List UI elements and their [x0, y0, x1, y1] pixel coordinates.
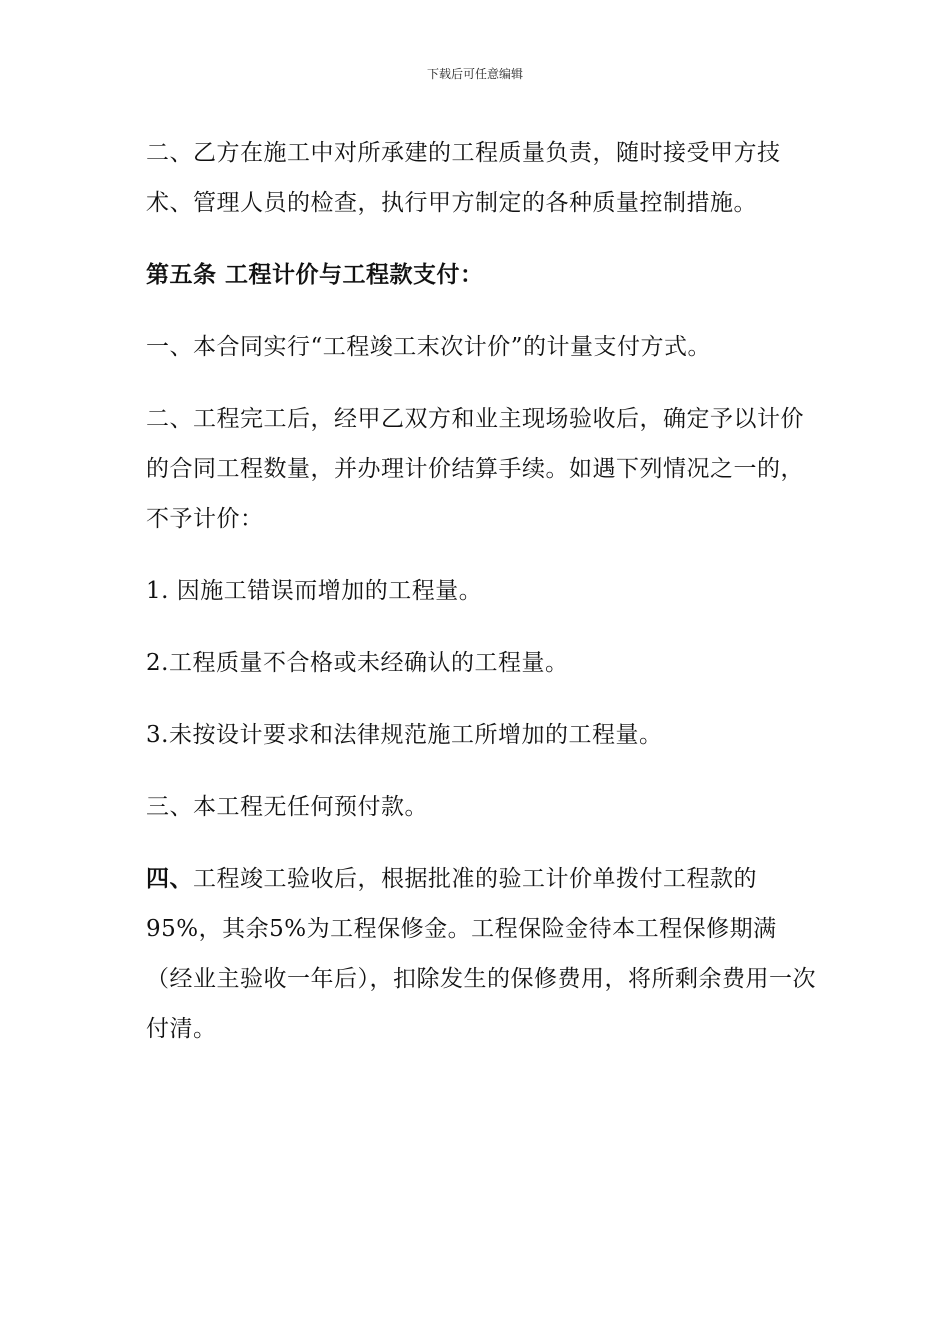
paragraph-no-advance-payment: 三、本工程无任何预付款。 [146, 794, 428, 820]
paragraph-final-payment [146, 854, 818, 1054]
paragraph-payment-method: 一、本合同实行“工程竣工末次计价”的计量支付方式。 [146, 334, 712, 360]
paragraph-acceptance-valuation: 二、工程完工后，经甲乙双方和业主现场验收后，确定予以计价的合同工程数量，并办理计价结算手续。如遇下列情况之一的，不予计价： [146, 406, 804, 532]
list-item-1: 1. 因施工错误而增加的工程量。 [146, 578, 483, 604]
list-item-2: 2.工程质量不合格或未经确认的工程量。 [146, 650, 569, 676]
paragraph-final-payment-text: 工程竣工验收后，根据批准的验工计价单拨付工程款的95%，其余5%为工程保修金。工程保险金待本工程保修期满（经业主验收一年后），扣除发生的保修费用，将所剩余费用一次付清。 [146, 866, 816, 1042]
paragraph-final-payment-lead: 四、 [146, 865, 193, 892]
page-header: 下载后可任意编辑 [426, 67, 523, 81]
section-heading-article-5: 第五条 工程计价与工程款支付： [146, 261, 484, 288]
paragraph-quality-responsibility: 二、乙方在施工中对所承建的工程质量负责，随时接受甲方技术、管理人员的检查，执行甲方制定的各种质量控制措施。 [146, 140, 781, 216]
list-item-3: 3.未按设计要求和法律规范施工所增加的工程量。 [146, 722, 663, 748]
document-body [146, 128, 818, 1054]
